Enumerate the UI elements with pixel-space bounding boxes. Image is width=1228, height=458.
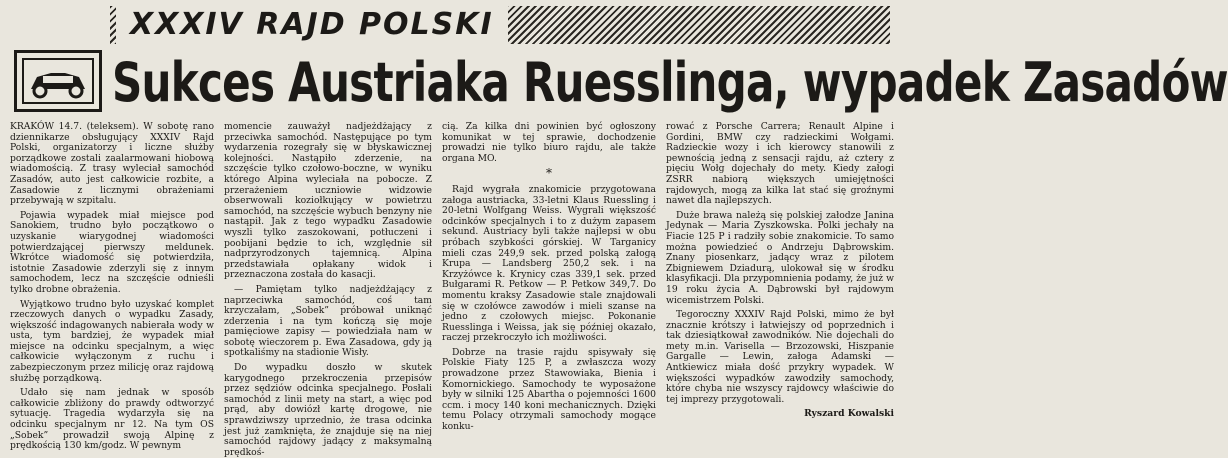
- paragraph: KRAKÓW 14.7. (teleksem). W sobotę rano dziennikarze obsługujący XXXIV Rajd Polski, organizatorzy i liczne służby porządkowe zostali zaalarmowani hiobową wiadomością. Z trasy wyleciał samochód Zasadów, auto jest całkowicie rozbite, a Zasadowie z licznymi obrażeniami przebywają w szpitalu.: [10, 121, 214, 207]
- paragraph: Udało się nam jednak w sposób całkowicie zbliżony do prawdy odtworzyć sytuację. Tragedia wydarzyła się na odcinku specjalnym nr 12. Na tym OS „Sobek” prowadził swoją Alpinę z prędkością 130 km/godz. W pewnym: [10, 387, 214, 452]
- paragraph: Rajd wygrała znakomicie przygotowana załoga austriacka, 33-letni Klaus Ruessling i 20-letni Wolfgang Weiss. Wygrali większość odcinków specjalnych i to z dużym zapasem sekund. Austriacy byli także najlepsi w obu próbach szybkości górskiej. W Targanicy mieli czas 249,9 sek. przed polską załogą Krupa — Landsberg 250,2 sek. i na Krzyżówce k. Krynicy czas 339,1 sek. przed Bułgarami R. Petkow — P. Petkow 349,7. Do momentu kraksy Zasadowie stale znajdowali się w czołówce zawodów i mieli szanse na jedno z czołowych miejsc. Pokonanie Ruesslinga i Weissa, jak się później okazało, raczej przekroczyło ich możliwości.: [442, 183, 656, 344]
- paragraph: Pojawia wypadek miał miejsce pod Sanokiem, trudno było początkowo o uzyskanie wiarygodnej wiadomości potwierdzającej pierwszy meldunek. Wkrótce wiadomość się potwierdziła, istotnie Zasadowie zderzyli się z innym samochodem, lecz na szczęście odnieśli tylko drobne obrażenia.: [10, 209, 214, 295]
- kicker-title: XXXIV RAJD POLSKI: [116, 6, 508, 44]
- paragraph: Dobrze na trasie rajdu spisywały się Polskie Fiaty 125 P, a zwłaszcza wozy prowadzone przez Stawowiaka, Bienia i Komornickiego. Samochody te wyposażone były w silniki 125 Abartha o pojemności 1600 ccm. i mocy 140 koni mechanicznych. Dzięki temu Polacy otrzymali samochody mogące konku-: [442, 346, 656, 433]
- rally-car-emblem-icon: [14, 50, 102, 112]
- paragraph: Duże brawa należą się polskiej załodze Janina Jedynak — Maria Zyszkowska. Polki jechały na Fiacie 125 P i radziły sobie znakomicie. To samo można powiedzieć o Andrzeju Dąbrowskim. Znany piosenkarz, jadący wraz z pilotem Zbigniewem Dziadurą, ulokował się w środku klasyfikacji. Dla przypomnienia podamy, że już w 19 roku życia A. Dąbrowski był rajdowym wicemistrzem Polski.: [666, 209, 894, 306]
- article-column-4: [666, 122, 894, 454]
- paragraph: rować z Porsche Carrera; Renault Alpine i Gordini, BMW czy radzieckimi Wołgami. Radzieckie wozy i ich kierowcy stanowili z pewnością jedną z sensacji rajdu, aż cztery z pięciu Wołg dojechały do mety. Kiedy załogi ZSRR nabiorą większych umiejętności rajdowych, mogą za kilka lat stać się groźnymi nawet dla najlepszych.: [666, 121, 894, 207]
- author-signature: Ryszard Kowalski: [804, 408, 894, 420]
- paragraph: momencie zauważył nadjeżdżający z przeciwka samochód. Następujące po tym wydarzenia rozegrały się w błyskawicznej kolejności. Nastąpiło zderzenie, na szczęście tylko czołowo-boczne, w wyniku którego Alpina wyleciała na pobocze. Z przerażeniem uczniowie widzowie obserwowali koziołkujący w powietrzu samochód, na szczęście wybuch benzyny nie nastąpił. Jak z tego wypadku Zasadowie wyszli tylko zaszokowani, potłuczeni i poobijani będzie to ich, względnie sił nadprzyrodzonych tajemnicą. Alpina przedstawiała opłakany widok i przeznaczona została do kasacji.: [224, 121, 432, 281]
- article-body: [10, 121, 894, 458]
- paragraph: Wyjątkowo trudno było uzyskać komplet rzeczowych danych o wypadku Zasady, większość indagowanych nabierała wody w usta, tym bardziej, że wypadek miał miejsce na odcinku specjalnym, a więc całkowicie wyłączonym z ruchu i zabezpieczonym przez milicję oraz rajdową służbę porządkową.: [10, 298, 214, 384]
- rally-car-emblem-graphic: [17, 53, 99, 109]
- section-separator: *: [546, 166, 552, 181]
- article-column-1: [10, 122, 214, 454]
- kicker-banner: [110, 6, 890, 44]
- article-column-2: [224, 121, 432, 458]
- paragraph: cią. Za kilka dni powinien być ogłoszony komunikat w tej sprawie, dochodzenie prowadzi nie tylko biuro rajdu, ale także organa MO.: [442, 121, 656, 164]
- paragraph: Do wypadku doszło w skutek karygodnego przekroczenia przepisów przez sędziów odcinka specjalnego. Posłali samochód z linii mety na start, a więc pod prąd, aby dowiózł kartę drogowe, nie sprawdziwszy uprzednio, że trasa odcinka jest już zamknięta, że znajduje się na niej samochód rajdowy jadący z maksymalną prędkoś-: [224, 362, 432, 458]
- paragraph: — Pamiętam tylko nadjeżdżający z naprzeciwka samochód, coś tam krzyczałam, „Sobek” próbował uniknąć zderzenia i na tym kończą się moje pamięciowe zapisy — powiedziała nam w sobotę wieczorem p. Ewa Zasadowa, gdy ją spotkaliśmy na stadionie Wisły.: [224, 283, 432, 359]
- paragraph: Tegoroczny XXXIV Rajd Polski, mimo że był znacznie krótszy i łatwiejszy od poprzednich i tak dziesiątkował zawodników. Nie dojechali do mety m.in. Varisella — Brzozowski, Hiszpanie Gargalle — Lewin, załoga Adamski — Antkiewicz miała dość przykry wypadek. W większości wypadków zawodziły samochody, które chyba nie wszyscy rajdowcy właściwie do tej imprezy przygotowali.: [666, 309, 894, 405]
- headline: Sukces Austriaka Ruesslinga, wypadek Zasadów: [112, 51, 1228, 114]
- article-column-3: [442, 122, 656, 454]
